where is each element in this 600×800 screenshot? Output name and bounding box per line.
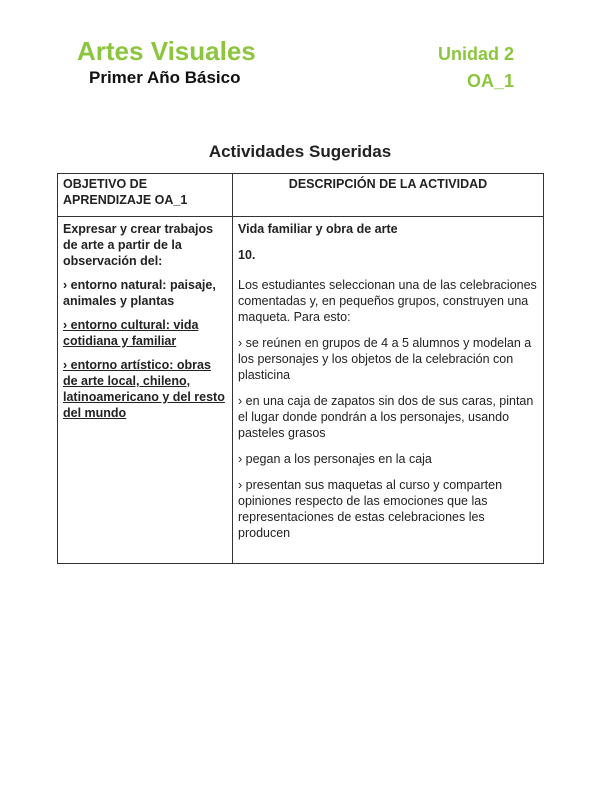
description-column-header: DESCRIPCIÓN DE LA ACTIVIDAD — [233, 174, 544, 217]
activity-title: Vida familiar y obra de arte — [238, 222, 398, 236]
oa-code-label: OA_1 — [466, 71, 514, 91]
document-header-right — [438, 44, 514, 91]
activity-intro: Los estudiantes seleccionan una de las celebraciones comentadas y, en pequeños grupos, construyen una maqueta. Para esto: — [238, 278, 537, 324]
objective-text: Expresar y crear trabajos de arte a partir de la observación del: — [63, 222, 214, 268]
unit-label: Unidad 2 — [437, 44, 514, 64]
activity-step: › pegan a los personajes en la caja — [238, 452, 432, 466]
objective-item-natural: › entorno natural: paisaje, animales y plantas — [63, 278, 216, 308]
subject-title: Artes Visuales — [77, 36, 256, 66]
table-header-row — [58, 174, 544, 217]
activity-step: › se reúnen en grupos de 4 a 5 alumnos y modelan a los personajes y los objetos de la celebración con plasticina — [238, 336, 532, 382]
activities-table — [57, 173, 544, 564]
section-title: Actividades Sugeridas — [208, 142, 392, 161]
description-cell — [233, 217, 544, 564]
activity-step: › presentan sus maquetas al curso y comparten opiniones respecto de las emociones que las representaciones de estas celebraciones les producen — [238, 478, 503, 540]
table-row — [58, 217, 544, 564]
objective-item-artistic: › entorno artístico: obras de arte local, chileno, latinoamericano y del resto del mundo — [63, 358, 225, 420]
objective-item-cultural: › entorno cultural: vida cotidiana y familiar — [63, 318, 199, 348]
activity-step: › en una caja de zapatos sin dos de sus caras, pintan el lugar donde pondrán a los personajes, usando pasteles grasos — [238, 394, 534, 440]
document-header-left — [77, 36, 256, 88]
objective-column-header: OBJETIVO DE APRENDIZAJE OA_1 — [58, 174, 233, 217]
objective-cell — [58, 217, 233, 564]
grade-label: Primer Año Básico — [89, 68, 241, 87]
activity-number: 10. — [238, 248, 256, 262]
